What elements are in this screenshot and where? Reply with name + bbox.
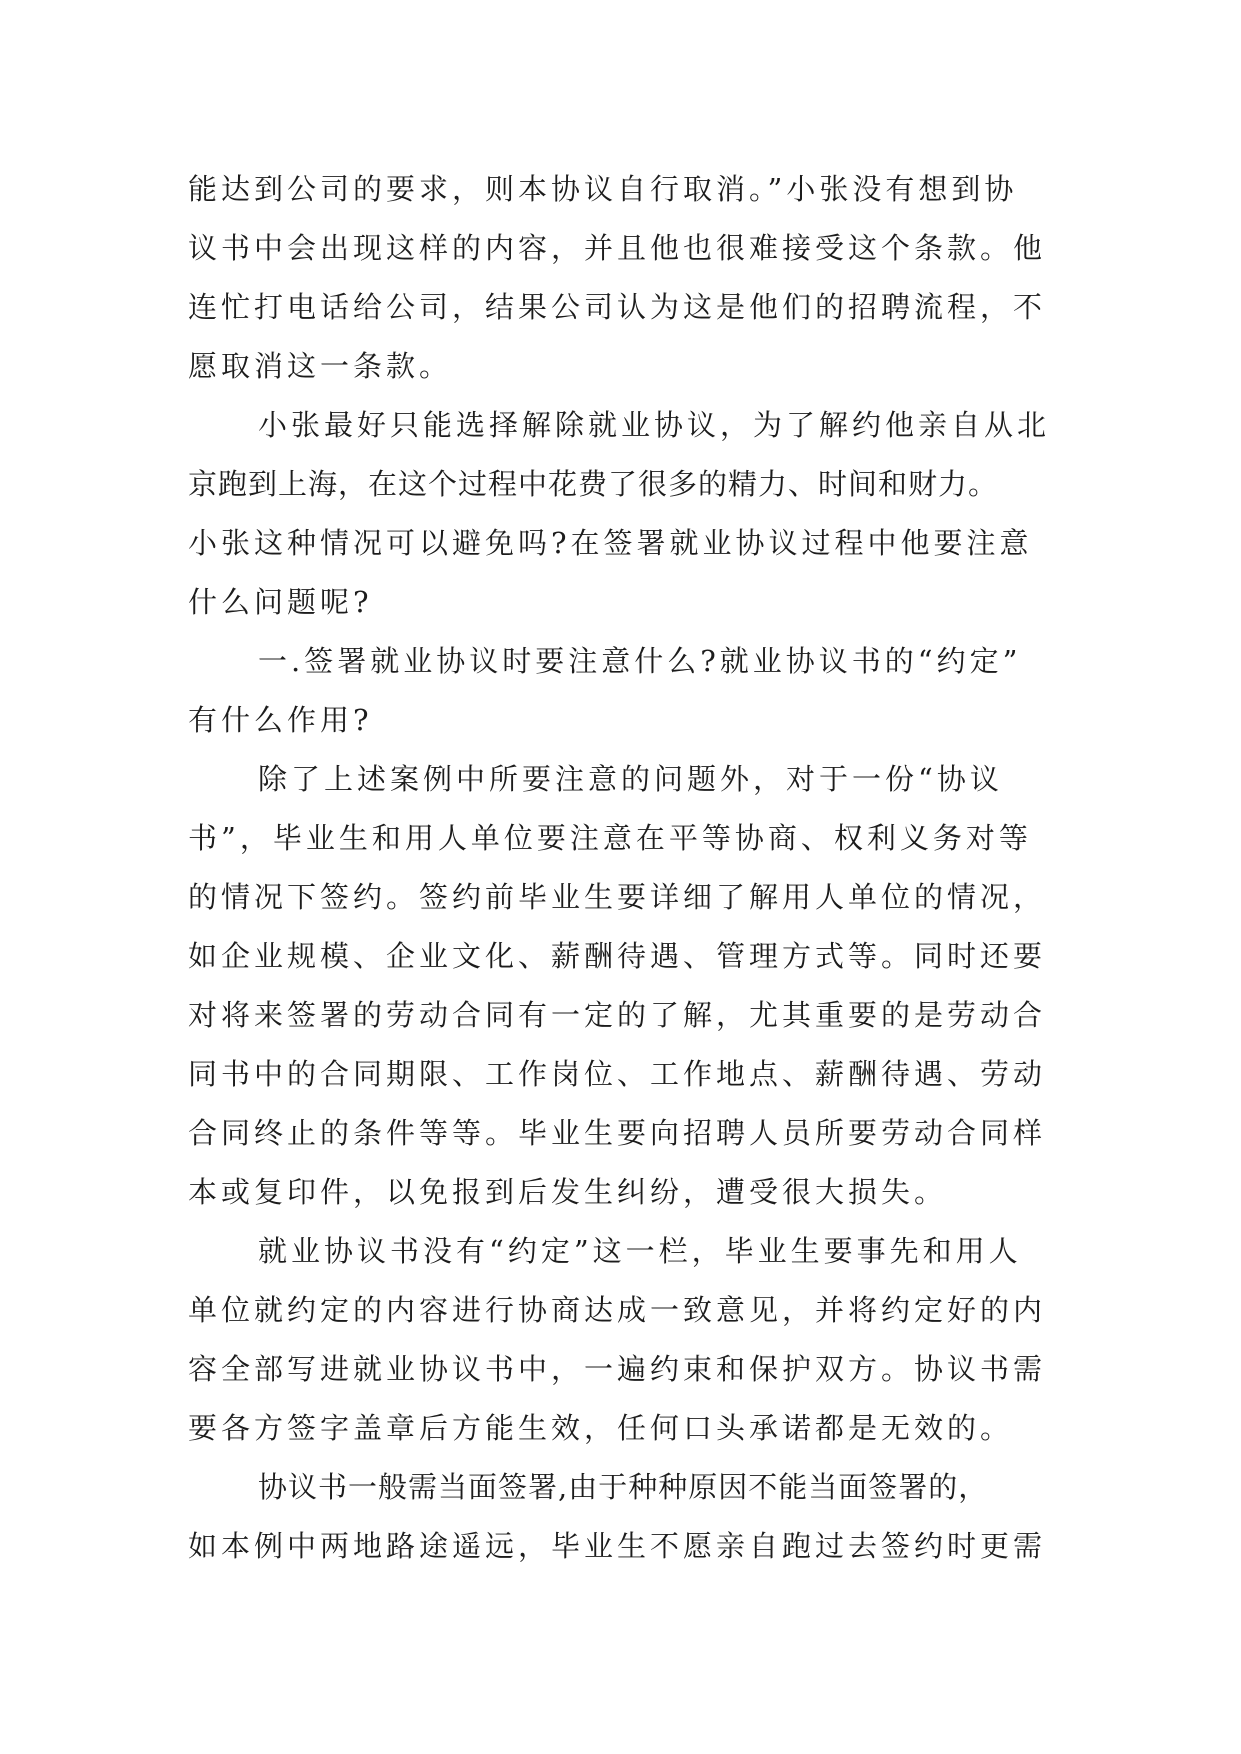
text-line: 除了上述案例中所要注意的问题外，对于一份“协议: [258, 762, 1003, 796]
text-line: 议书中会出现这样的内容，并且他也很难接受这个条款。他: [188, 231, 1047, 265]
text-line: 合同终止的条件等等。毕业生要向招聘人员所要劳动合同样: [188, 1116, 1047, 1150]
section-heading: 有什么作用?: [188, 703, 373, 737]
text-line: 小张这种情况可以避免吗?在签署就业协议过程中他要注意: [188, 526, 1033, 560]
text-line: 同书中的合同期限、工作岗位、工作地点、薪酬待遇、劳动: [188, 1057, 1047, 1091]
text-line: 容全部写进就业协议书中，一遍约束和保护双方。协议书需: [188, 1352, 1047, 1386]
text-line: 什么问题呢?: [188, 585, 373, 619]
text-line: 如企业规模、企业文化、薪酬待遇、管理方式等。同时还要: [188, 939, 1047, 973]
section-heading: 一.签署就业协议时要注意什么?就业协议书的“约定”: [258, 644, 1022, 678]
text-line: 如本例中两地路途遥远，毕业生不愿亲自跑过去签约时更需: [188, 1529, 1047, 1563]
text-line: 小张最好只能选择解除就业协议，为了解约他亲自从北: [258, 408, 1051, 442]
text-line: 连忙打电话给公司，结果公司认为这是他们的招聘流程，不: [188, 290, 1047, 324]
text-line: 协议书一般需当面签署,由于种种原因不能当面签署的，: [258, 1470, 989, 1504]
text-line: 就业协议书没有“约定”这一栏，毕业生要事先和用人: [258, 1234, 1022, 1268]
document-body: [188, 160, 1060, 1576]
text-line: 本或复印件，以免报到后发生纠纷，遭受很大损失。: [188, 1175, 948, 1209]
text-line: 书”，毕业生和用人单位要注意在平等协商、权利义务对等: [188, 821, 1032, 855]
text-line: 对将来签署的劳动合同有一定的了解，尤其重要的是劳动合: [188, 998, 1047, 1032]
text-line: 京跑到上海，在这个过程中花费了很多的精力、时间和财力。: [188, 467, 999, 501]
text-line: 愿取消这一条款。: [188, 349, 453, 383]
text-line: 单位就约定的内容进行协商达成一致意见，并将约定好的内: [188, 1293, 1047, 1327]
text-line: 能达到公司的要求，则本协议自行取消。”小张没有想到协: [188, 172, 1018, 206]
text-line: 要各方签字盖章后方能生效，任何口头承诺都是无效的。: [188, 1411, 1014, 1445]
text-line: 的情况下签约。签约前毕业生要详细了解用人单位的情况，: [188, 880, 1047, 914]
